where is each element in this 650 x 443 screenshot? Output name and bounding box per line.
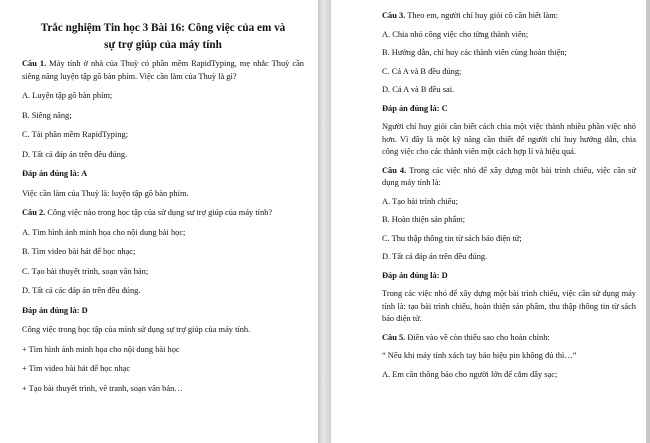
question-2-label: Câu 2. <box>22 208 46 217</box>
question-3-option-d: D. Cả A và B đều sai. <box>382 85 455 94</box>
question-2-answer: Đáp án đúng là: D <box>22 305 88 315</box>
question-2-option-d: D. Tất cả các đáp án trên đều đúng. <box>22 286 141 295</box>
question-3-option-b: B. Hướng dẫn, chỉ huy các thành viên cùng hoàn thiện; <box>382 48 567 57</box>
question-4-option-a: A. Tạo bài trình chiếu; <box>382 196 458 206</box>
question-5 <box>382 332 636 345</box>
question-3 <box>382 10 636 23</box>
question-2-text: Công việc nào trong học tập của sử dụng sự trợ giúp của máy tính? <box>45 208 273 217</box>
question-2-explanation: Công việc trong học tập của mình sử dụng sự trợ giúp của máy tính. <box>22 325 251 334</box>
question-3-text: Theo em, người chỉ huy giỏi cô cần biết làm: <box>405 11 559 20</box>
page-gutter <box>318 0 331 443</box>
question-4-answer: Đáp án đúng là: D <box>382 270 448 280</box>
question-3-option-a: A. Chia nhỏ công việc cho từng thành viên; <box>382 29 529 39</box>
question-2-option-a: A. Tìm hình ảnh minh họa cho nội dung bài học; <box>22 227 186 237</box>
title-line-1: Trắc nghiệm Tin học 3 Bài 16: Công việc của em và <box>40 22 286 34</box>
question-3-answer: Đáp án đúng là: C <box>382 103 448 113</box>
window-edge <box>646 0 650 443</box>
question-1-answer: Đáp án đúng là: A <box>22 169 88 178</box>
question-1-option-c: C. Tải phần mềm RapidTyping; <box>22 130 129 139</box>
question-4-label: Câu 4. <box>382 165 407 175</box>
question-3-option-c: C. Cả A và B đều đúng; <box>382 66 462 76</box>
question-1-option-a: A. Luyện tập gõ bàn phím; <box>22 91 113 100</box>
question-1 <box>22 58 304 83</box>
question-3-explanation: Người chỉ huy giỏi cần biết cách chia một việc thành nhiều phần việc nhỏ hơn. Vì đây là một kỹ năng cần thiết để người chỉ huy hướng dẫn, chia công việc cho các thành viên một cách hợp lí và hiệu quả. <box>382 122 636 156</box>
question-4-option-b: B. Hoàn thiện sản phẩm; <box>382 215 466 224</box>
question-2-item-2: + Tìm video bài hát để học nhạc <box>22 364 131 373</box>
question-2-option-c: C. Tạo bài thuyết trình, soạn văn bản; <box>22 266 149 276</box>
question-2-option-b: B. Tìm video bài hát để học nhạc; <box>22 247 136 256</box>
question-1-option-d: D. Tất cả đáp án trên đều đúng. <box>22 149 128 159</box>
question-5-label: Câu 5. <box>382 332 406 342</box>
document-page-right <box>331 0 650 443</box>
question-5-text: Điền vào về còn thiếu sao cho hoàn chỉnh: <box>405 332 550 342</box>
question-5-quote: “ Nếu khi máy tính xách tay báo hiệu pin không đủ thì…” <box>382 351 577 360</box>
question-4-explanation: Trong các việc nhỏ để xây dựng một bài trình chiếu, việc cần sử dụng máy tính là: tạo bài trình chiếu, hoàn thiện sản phẩm, thu thập thông tin từ sách báo điện tử. <box>382 289 636 323</box>
question-1-text: Máy tính ở nhà của Thuỳ có phần mềm RapidTyping, mẹ nhắc Thuỳ cần siêng năng luyện tập gõ bàn phím. Việc cần làm của Thuỳ là gì? <box>22 59 304 81</box>
document-title <box>22 20 304 54</box>
question-1-label: Câu 1. <box>22 59 47 68</box>
document-page-left <box>0 0 318 443</box>
title-line-2: sự trợ giúp của máy tính <box>104 39 222 51</box>
question-2-item-1: + Tìm hình ảnh minh họa cho nội dung bài học <box>22 344 180 354</box>
question-1-option-b: B. Siêng năng; <box>22 110 72 120</box>
question-3-label: Câu 3. <box>382 11 406 20</box>
question-4-text: Trong các việc nhỏ để xây dựng một bài trình chiếu, việc cần sử dụng máy tính là: <box>382 165 636 187</box>
question-4 <box>382 165 636 190</box>
question-1-explanation: Việc cần làm của Thuỳ là: luyện tập gõ bàn phím. <box>22 188 189 198</box>
question-2 <box>22 207 304 220</box>
question-4-option-c: C. Thu thập thông tin từ sách báo điện tử; <box>382 233 522 243</box>
question-2-item-3: + Tạo bài thuyết trình, vẽ tranh, soạn văn bản… <box>22 383 183 393</box>
question-5-option-a: A. Em cần thông báo cho người lớn để cắm dây sạc; <box>382 369 558 379</box>
question-4-option-d: D. Tất cả đáp án trên đều đúng. <box>382 252 488 261</box>
